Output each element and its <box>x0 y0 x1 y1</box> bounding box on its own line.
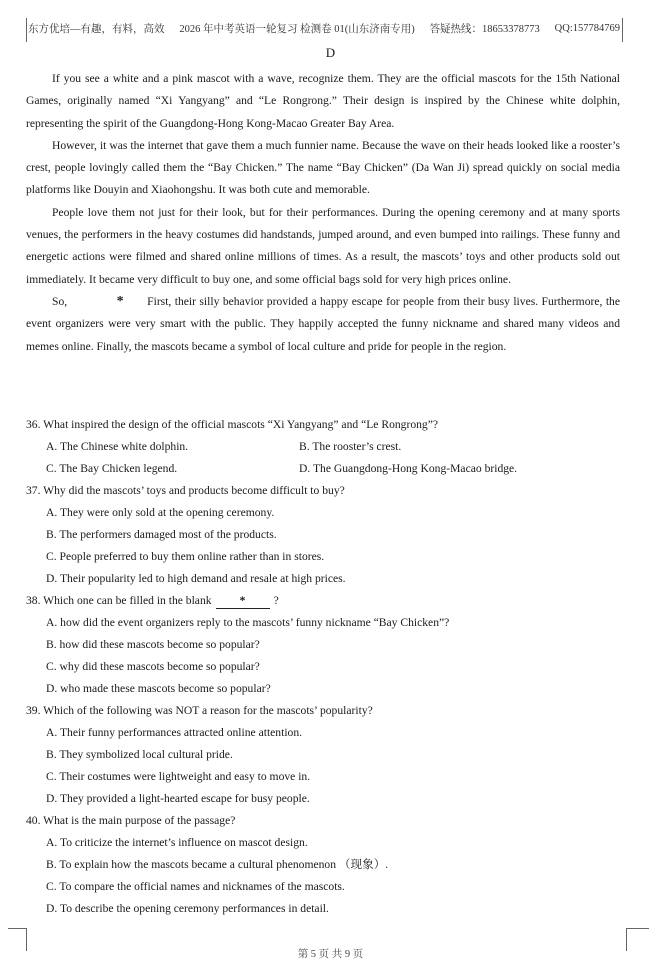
option-a: A. how did the event organizers reply to the mascots’ funny nickname “Bay Chicken”? <box>46 616 450 629</box>
question-stem: 39. Which of the following was NOT a reason for the mascots’ popularity? <box>26 704 373 717</box>
question-list <box>26 414 620 920</box>
question-blank-marker: * <box>216 594 270 609</box>
question-stem-start: 38. Which one can be filled in the blank <box>26 594 212 607</box>
option-b: B. The performers damaged most of the products. <box>46 528 277 541</box>
option-b: B. To explain how the mascots became a cultural phenomenon （现象）. <box>46 858 389 871</box>
option-a: A. To criticize the internet’s influence on mascot design. <box>46 836 308 849</box>
question-stem: 40. What is the main purpose of the passage? <box>26 814 236 827</box>
header-hotline: 答疑热线：18653378773 <box>429 23 540 35</box>
option-d: D. The Guangdong-Hong Kong-Macao bridge. <box>299 462 518 475</box>
option-row <box>26 458 620 480</box>
page-header <box>28 18 620 38</box>
option-a: A. Their funny performances attracted online attention. <box>46 726 303 739</box>
passage-paragraph: If you see a white and a pink mascot with a wave, recognize them. They are the official mascots for the 15th National Games, originally named “Xi Yangyang” and “Le Rongrong.” Their design is inspired by the Chinese white dolphin, representing the spirit of the Guangdong-Hong Kong-Macao Greater Bay Area. <box>26 72 620 130</box>
option-d: D. To describe the opening ceremony performances in detail. <box>46 902 329 915</box>
passage-paragraph: However, it was the internet that gave them a much funnier name. Because the wave on their heads looked like a rooster’s crest, people lovingly called them the “Bay Chicken.” The name “Bay Chicken” (Da Wan Ji) spread quickly on social media platforms like Douyin and Xiaohongshu. It was both cute and memorable. <box>26 138 620 197</box>
reading-passage <box>26 68 620 358</box>
option-b: B. The rooster’s crest. <box>299 440 402 453</box>
passage-paragraph: People love them not just for their look, but for their performances. During the opening ceremony and at many sports venues, the performers in the heavy costumes did handstands, jumped around, and even bumped into railings. These funny and energetic actions were filmed and shared online millions of times. As a result, the mascots’ toys and other products sold out immediately. It became very difficult to buy one, and some official bags sold for very high prices online. <box>26 205 620 286</box>
option-d: D. Their popularity led to high demand and resale at high prices. <box>46 572 346 585</box>
option-a: A. The Chinese white dolphin. <box>46 440 189 453</box>
header-brand: 东方优培—有趣，有料，高效 <box>28 23 165 35</box>
option-c: C. why did these mascots become so popular? <box>46 660 260 673</box>
question-stem <box>26 590 620 612</box>
option-a: A. They were only sold at the opening ceremony. <box>46 506 275 519</box>
paragraph-start: So, <box>52 294 68 308</box>
passage-paragraph-with-blank <box>26 291 620 358</box>
passage-label: D <box>325 45 336 60</box>
passage-blank-marker: * <box>116 293 124 309</box>
option-c: C. To compare the official names and nicknames of the mascots. <box>46 880 345 893</box>
option-d: D. who made these mascots become so popular? <box>46 682 271 695</box>
header-title: 2026 年中考英语一轮复习 检测卷 01(山东济南专用) <box>179 23 415 35</box>
option-c: C. Their costumes were lightweight and easy to move in. <box>46 770 311 783</box>
option-row <box>26 436 620 458</box>
option-d: D. They provided a light-hearted escape for busy people. <box>46 792 310 805</box>
paragraph-rest: First, their silly behavior provided a happy escape for people from their busy lives. Furthermore, the event organizers were very smart with the public. They happily accepted the funny nickname and shared many videos and memes online. Finally, the mascots became a symbol of local culture and pride for people in the region. <box>26 294 620 353</box>
option-b: B. how did these mascots become so popular? <box>46 638 260 651</box>
question-stem: 37. Why did the mascots’ toys and products become difficult to buy? <box>26 484 345 497</box>
question-stem-end: ? <box>273 594 279 607</box>
page-number: 第 5 页 共 9 页 <box>297 949 364 960</box>
option-b: B. They symbolized local cultural pride. <box>46 748 233 761</box>
option-c: C. People preferred to buy them online rather than in stores. <box>46 550 325 563</box>
option-c: C. The Bay Chicken legend. <box>46 462 178 475</box>
header-qq: QQ:157784769 <box>554 22 620 34</box>
question-stem: 36. What inspired the design of the official mascots “Xi Yangyang” and “Le Rongrong”? <box>26 418 439 431</box>
